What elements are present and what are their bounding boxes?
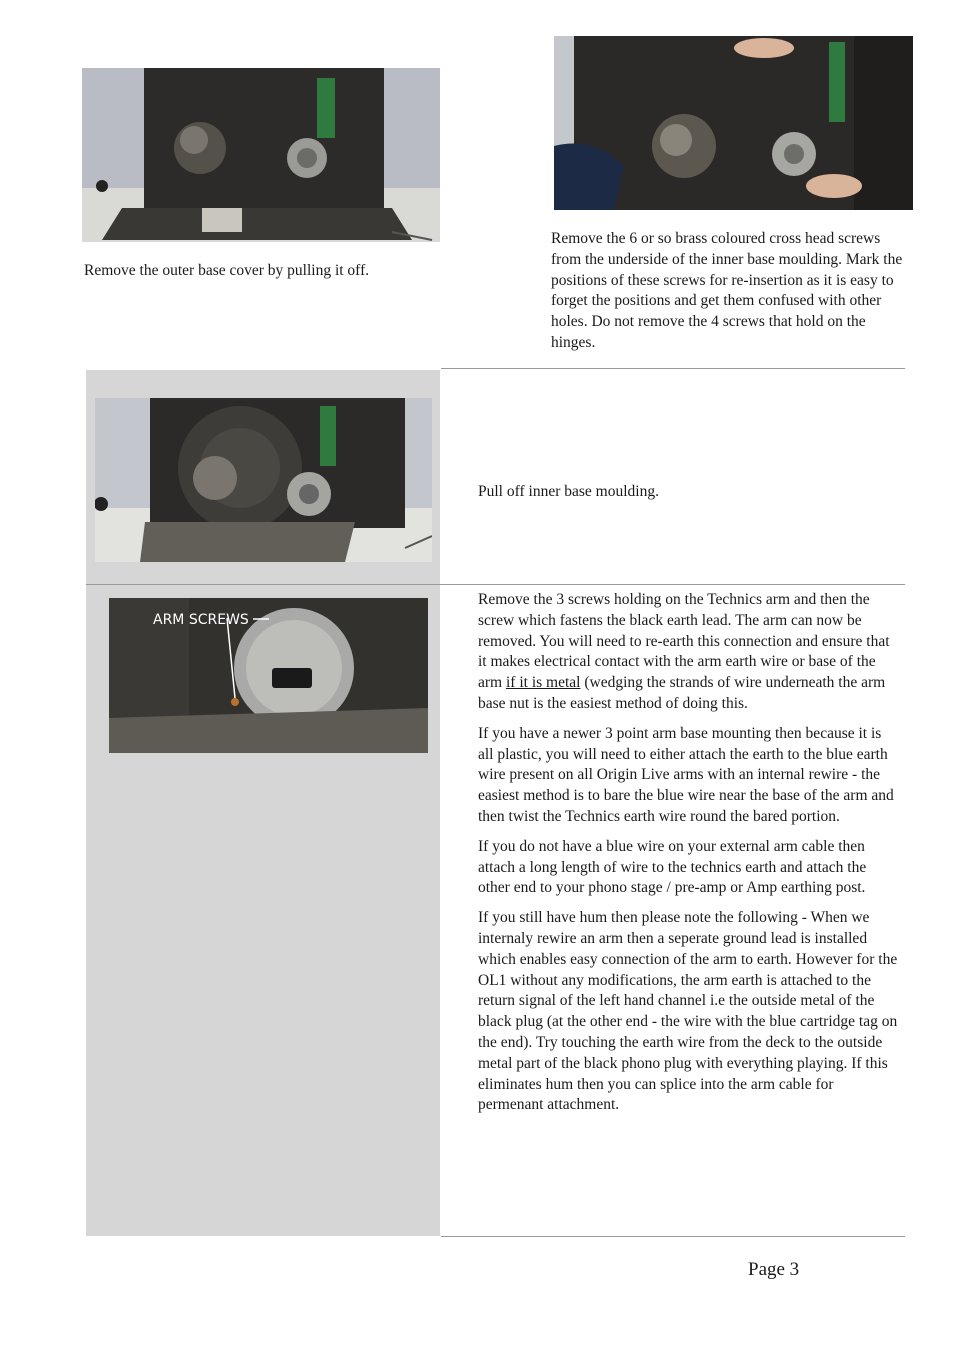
photo-removing-brass-screws [554,36,913,210]
photo-arm-screws [109,598,428,753]
step2-caption: Remove the 6 or so brass coloured cross head screws from the underside of the inner base moulding. Mark the positions of these screws for re-insertion as it is easy to forget the positions and get them confused with other holes. Do not remove the 4 screws that hold on the hinges. [551,230,903,351]
step4-paragraph-4: If you still have hum then please note the following - When we internaly rewire an arm then a seperate ground lead is installed which enables easy connection of the arm to earth. However for the OL1 without any modifications, the arm earth is attached to the return signal of the left hand channel i.e the outside metal of the black plug (at the other end - the wire with the blue cartridge tag on the end). Try touching the earth wire from the deck to the outside metal part of the black phono plug with everything playing. If this eliminates hum then you can splice into the arm cable for permenant attachment. [478,909,898,1114]
step1-caption: Remove the outer base cover by pulling it off. [84,262,370,279]
page-number: Page 3 [748,1259,800,1280]
step4-paragraph-1: Remove the 3 screws holding on the Technics arm and then the screw which fastens the black earth lead. The arm can now be removed. You will need to re-earth this connection and ensure that it makes electrical contact with the arm earth wire or base of the arm if it is metal (wedging the strands of wire underneath the arm base nut is the easiest method of doing this. [478,591,890,712]
step4-text [478,590,898,1125]
divider [441,1236,905,1237]
divider [441,368,905,369]
divider [86,584,905,585]
photo-outer-base-removed [82,68,440,242]
step4-paragraph-3: If you do not have a blue wire on your external arm cable then attach a long length of wire to the technics earth and attach the other end to your phono stage / pre-amp or Amp earthing post. [478,837,867,897]
step3-caption: Pull off inner base moulding. [478,483,659,500]
step4-paragraph-2: If you have a newer 3 point arm base mounting then because it is all plastic, you will need to either attach the earth to the blue earth wire present on all Origin Live arms with an internal rewire - the easiest method is to bare the blue wire near the base of the arm and then twist the Technics earth wire round the bared portion. [478,724,894,825]
photo-inner-base-moulding [95,398,432,562]
metal-arm-note: if it is metal [505,674,581,692]
arm-screws-label: ARM SCREWS [153,612,249,628]
